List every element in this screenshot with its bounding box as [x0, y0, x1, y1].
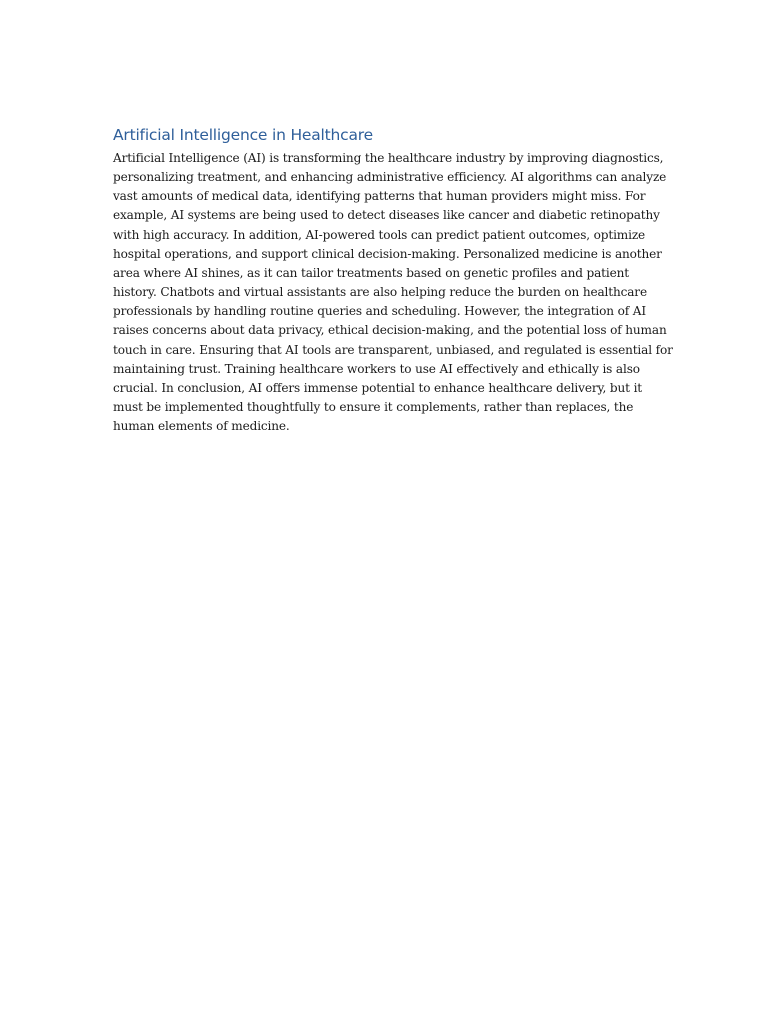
- paragraph-line: example, AI systems are being used to detect diseases like cancer and diabetic retinopathy: [113, 208, 660, 223]
- paragraph-line: crucial. In conclusion, AI offers immense potential to enhance healthcare delivery, but it: [113, 380, 642, 395]
- paragraph-line: personalizing treatment, and enhancing administrative efficiency. AI algorithms can analyze: [113, 170, 667, 185]
- paragraph-line: area where AI shines, as it can tailor treatments based on genetic profiles and patient: [113, 265, 629, 280]
- document-title: Artificial Intelligence in Healthcare: [113, 126, 373, 144]
- paragraph-line: must be implemented thoughtfully to ensure it complements, rather than replaces, the: [113, 400, 634, 415]
- paragraph-line: vast amounts of medical data, identifying patterns that human providers might miss. For: [113, 189, 646, 204]
- paragraph-line: history. Chatbots and virtual assistants are also helping reduce the burden on healthcare: [113, 285, 647, 300]
- paragraph-line: touch in care. Ensuring that AI tools are transparent, unbiased, and regulated is essential for: [113, 342, 673, 357]
- paragraph-line: maintaining trust. Training healthcare workers to use AI effectively and ethically is also: [113, 361, 640, 376]
- body-paragraph: [113, 149, 673, 436]
- document-content: [113, 124, 673, 436]
- paragraph-line: professionals by handling routine queries and scheduling. However, the integration of AI: [113, 304, 646, 319]
- paragraph-line: with high accuracy. In addition, AI-powered tools can predict patient outcomes, optimize: [113, 227, 646, 242]
- paragraph-line: human elements of medicine.: [113, 419, 290, 434]
- paragraph-line: Artificial Intelligence (AI) is transforming the healthcare industry by improving diagnostics,: [113, 151, 664, 165]
- paragraph-line: raises concerns about data privacy, ethical decision-making, and the potential loss of human: [113, 323, 667, 338]
- paragraph-line: hospital operations, and support clinical decision-making. Personalized medicine is another: [113, 246, 662, 261]
